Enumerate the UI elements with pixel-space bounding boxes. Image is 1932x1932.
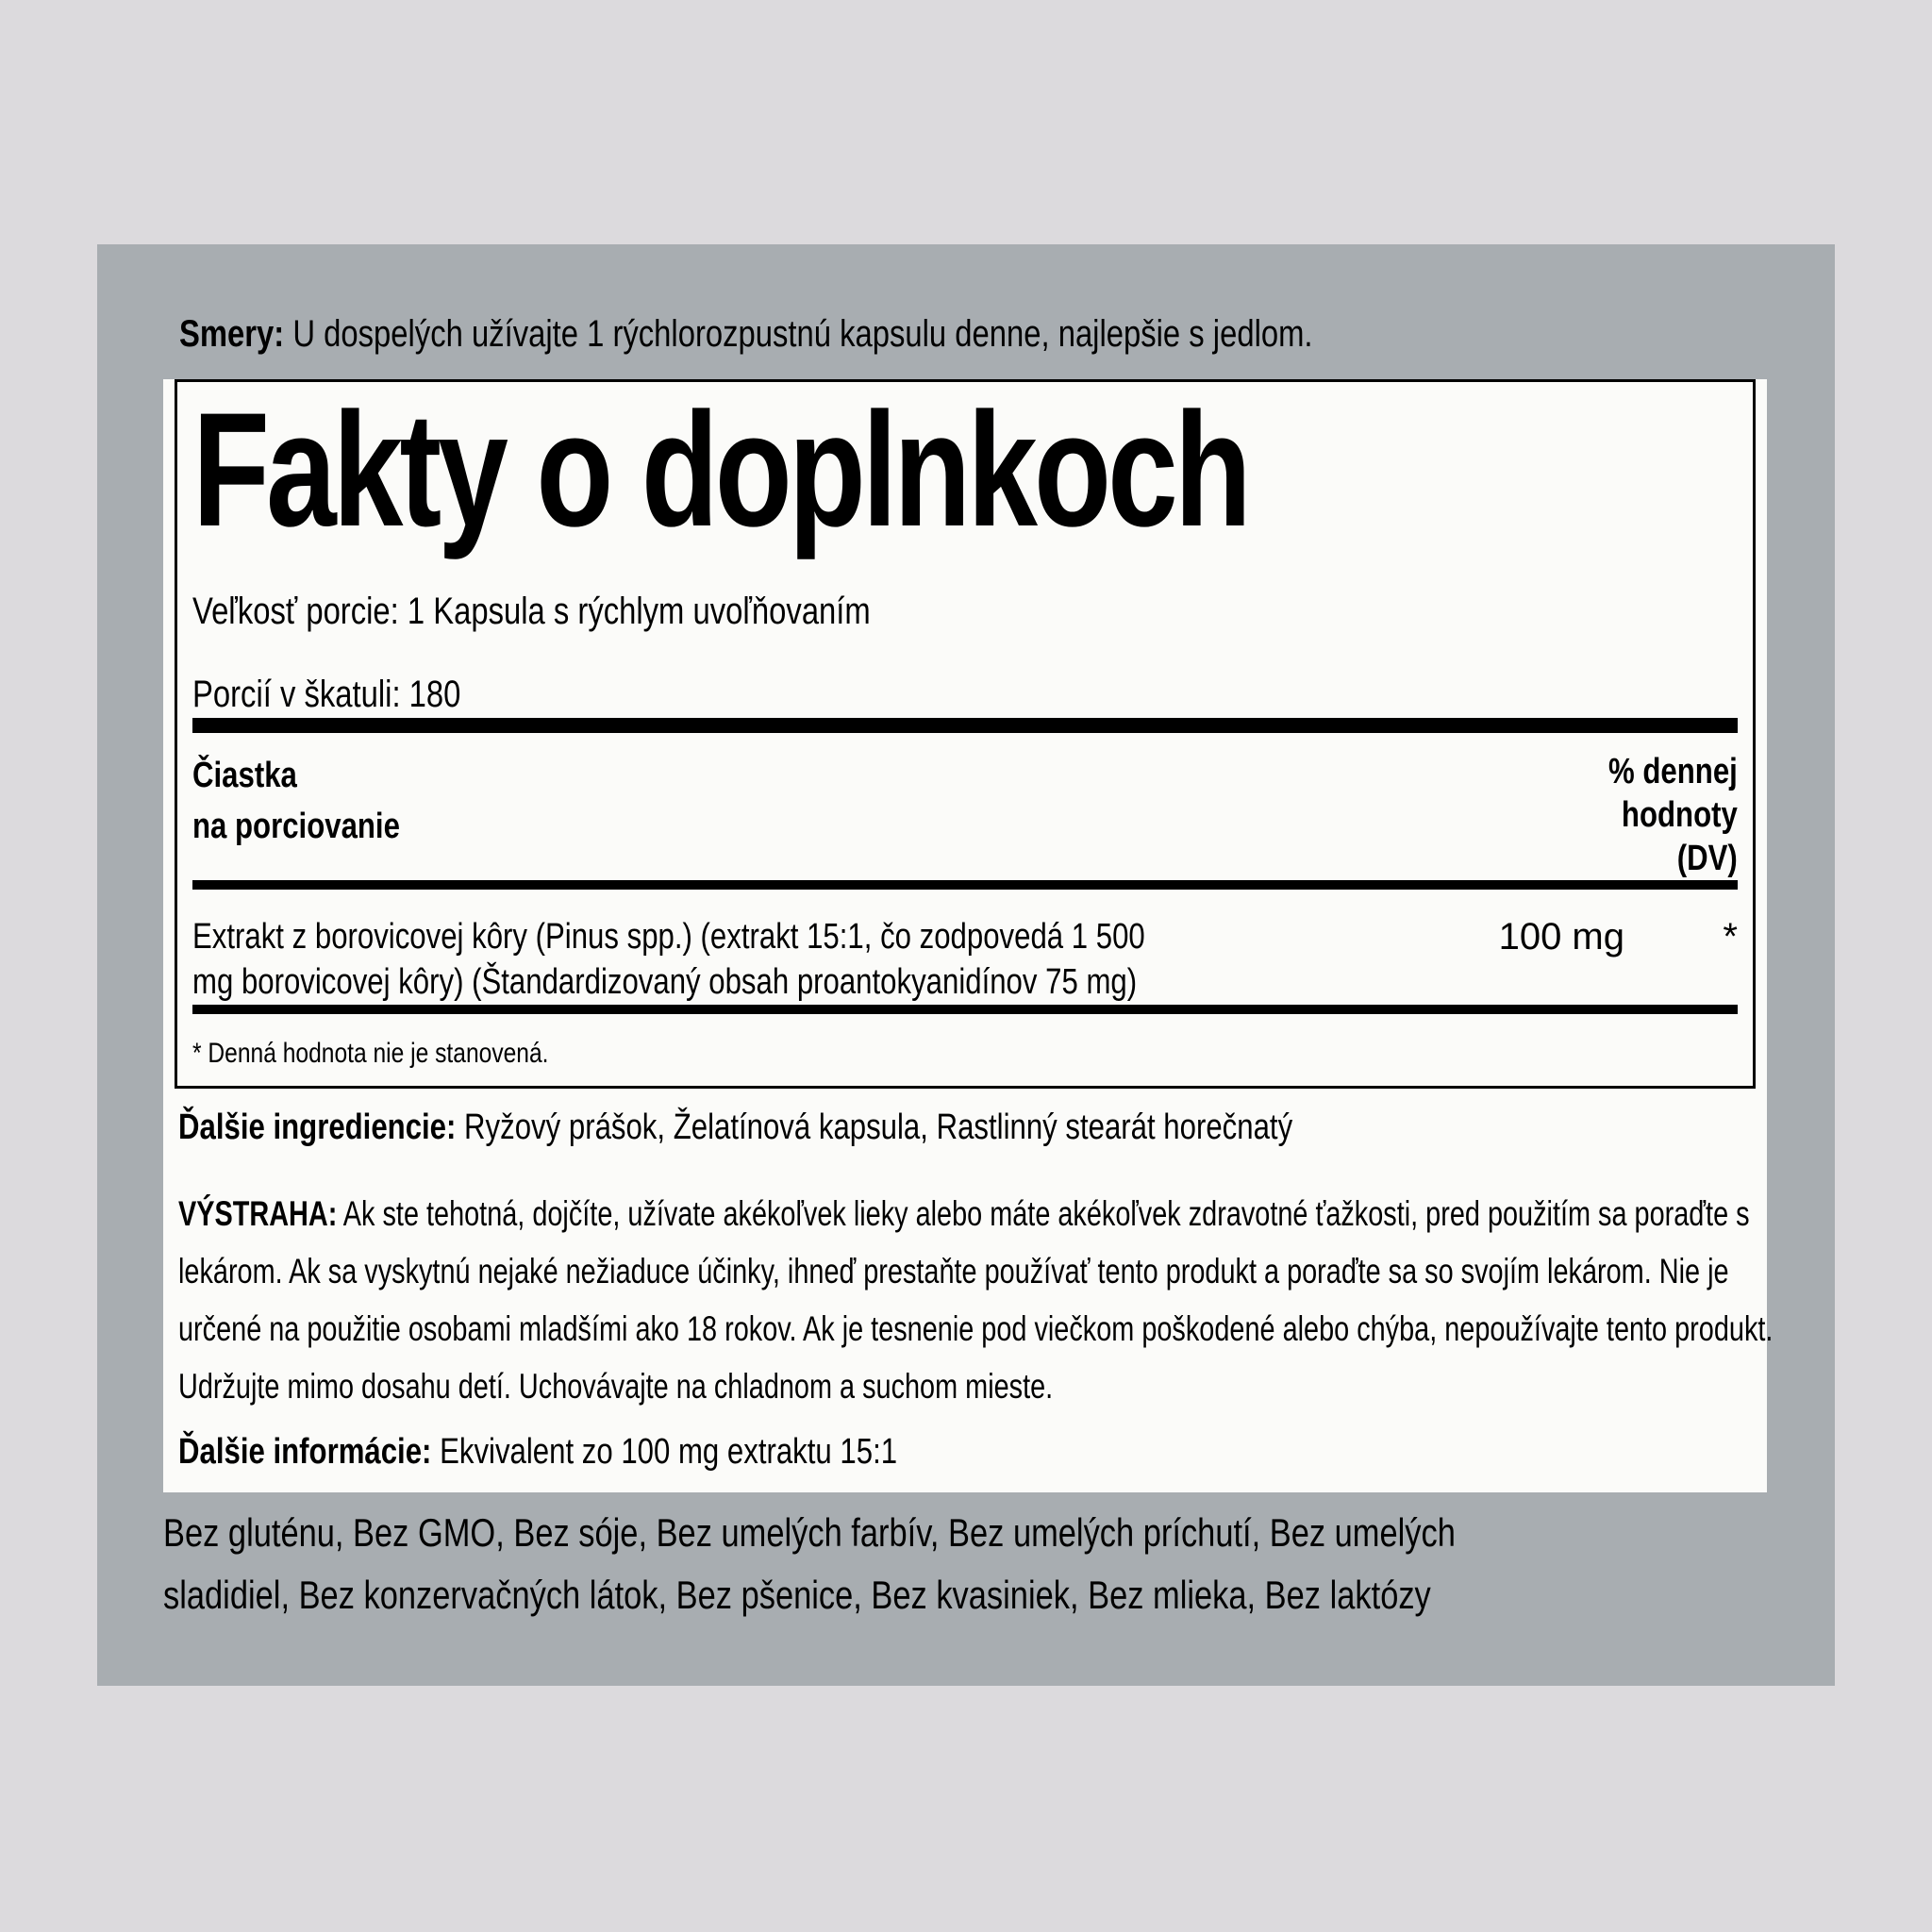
column-header-amount-line2: na porciovanie	[192, 807, 400, 846]
directions-text: U dospelých užívajte 1 rýchlorozpustnú kapsulu denne, najlepšie s jedlom.	[292, 313, 1313, 355]
warning-paragraph	[178, 1185, 1779, 1415]
ingredient-name: Extrakt z borovicovej kôry (Pinus spp.) (extrakt 15:1, čo zodpovedá 1 500 mg borovicovej kôry) (Štandardizovaný obsah proantokyanidínov 75 mg)	[192, 917, 1145, 1002]
column-header-daily-value	[1608, 750, 1738, 880]
other-ingredients-label: Ďalšie ingrediencie:	[178, 1108, 457, 1147]
servings-per-container-line: Porcií v škatuli: 180	[192, 674, 461, 715]
warning-text: Ak ste tehotná, dojčíte, užívate akékoľvek lieky alebo máte akékoľvek zdravotné ťažkosti, pred použitím sa poraďte s lekárom. Ak sa vyskytnú nejaké nežiaduce účinky, ihneď prestaňte používať tento produkt a poraďte sa so svojím lekárom. Nie je určené na použitie osobami mladšími ako 18 rokov. Ak je tesnenie pod viečkom poškodené alebo chýba, nepoužívajte tento produkt. Udržujte mimo dosahu detí. Uchovávajte na chladnom a suchom mieste.	[178, 1194, 1774, 1406]
divider-medium-row	[192, 1005, 1738, 1014]
directions-label: Smery:	[179, 313, 285, 355]
free-from-text: Bez gluténu, Bez GMO, Bez sóje, Bez umelých farbív, Bez umelých príchutí, Bez umelých sladidiel, Bez konzervačných látok, Bez pšenice, Bez kvasiniek, Bez mlieka, Bez laktózy	[163, 1510, 1456, 1617]
column-header-amount-per-serving	[192, 750, 1739, 852]
ingredient-amount: 100 mg	[1498, 916, 1624, 958]
daily-value-footnote: * Denná hodnota nie je stanovená.	[192, 1038, 549, 1069]
divider-thick-top	[192, 718, 1738, 733]
supplement-facts-card	[163, 379, 1774, 1492]
label-panel	[97, 244, 1835, 1686]
other-ingredients-line	[178, 1104, 1783, 1151]
other-info-line	[178, 1428, 1783, 1475]
column-header-dv-line1: % dennej	[1608, 752, 1738, 791]
column-header-dv-line2: hodnoty	[1622, 795, 1738, 835]
other-info-text: Ekvivalent zo 100 mg extraktu 15:1	[440, 1432, 898, 1472]
ingredient-row	[192, 914, 1738, 1005]
divider-medium-header	[192, 880, 1738, 890]
column-header-amount-line1: Čiastka	[192, 756, 297, 795]
column-header-row	[192, 750, 1738, 880]
column-header-dv-line3: (DV)	[1676, 839, 1738, 878]
other-ingredients-text: Ryžový prášok, Želatínová kapsula, Rastlinný stearát horečnatý	[464, 1108, 1293, 1147]
ingredient-daily-value: *	[1723, 916, 1738, 958]
directions-line	[179, 310, 1918, 358]
warning-label: VÝSTRAHA:	[178, 1194, 338, 1233]
serving-size-line: Veľkosť porcie: 1 Kapsula s rýchlym uvoľňovaním	[192, 591, 871, 632]
supplement-facts-box	[175, 379, 1756, 1089]
other-info-label: Ďalšie informácie:	[178, 1432, 432, 1472]
facts-title: Fakty o doplnkoch	[192, 379, 1248, 560]
